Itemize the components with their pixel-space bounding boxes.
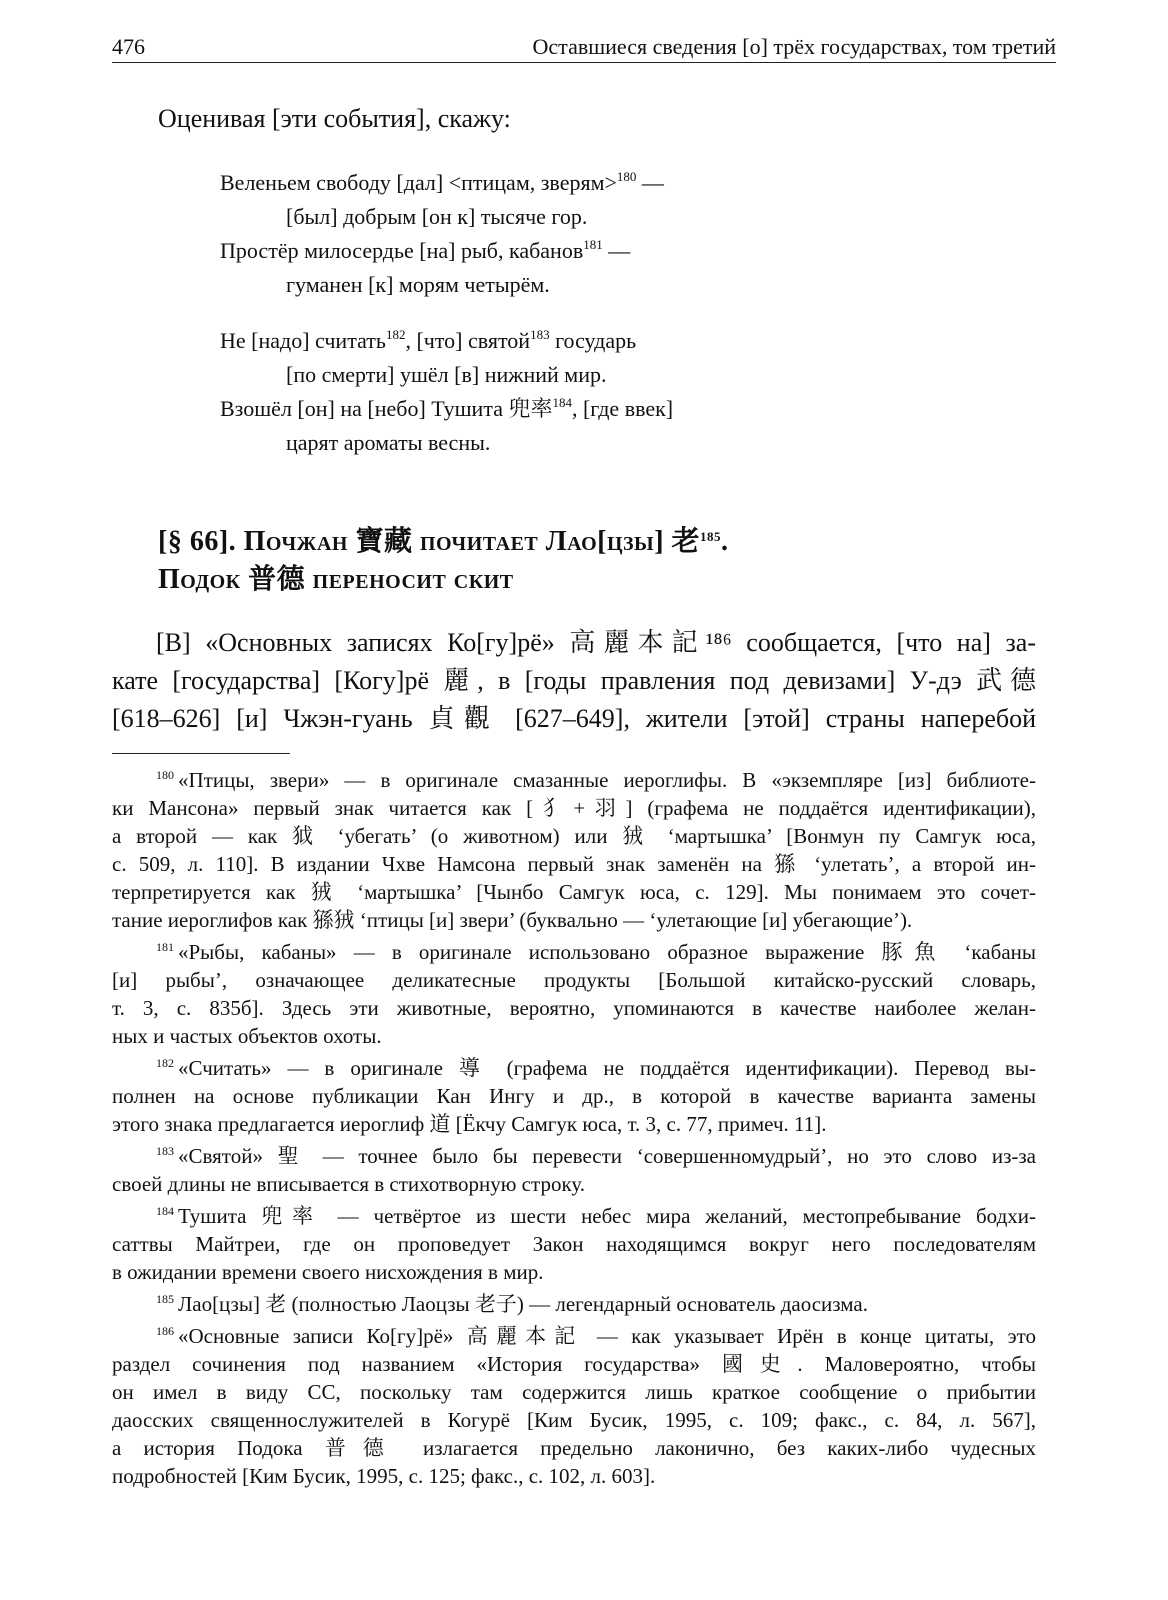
intro-line: Оценивая [эти события], скажу: — [158, 104, 511, 133]
poem-line-text: Не [надо] считать — [220, 328, 386, 353]
running-header — [112, 28, 1056, 63]
footnote-line: ки Мансона» первый знак читается как [犭+羽] (графема не поддаётся идентификации), — [112, 796, 1036, 820]
body-line: кате [государства] [Когу]рё 麗, в [годы правления под девизами] У-дэ 武德 — [112, 666, 1036, 695]
footnote-ref[interactable]: 180 — [616, 169, 637, 184]
poem-line-text: Простёр милосердье [на] рыб, кабанов — [220, 238, 584, 263]
body-line: [618–626] [и] Чжэн-гуань 貞觀 [627–649], жители [этой] страны наперебой — [112, 704, 1036, 733]
footnote-line: своей длины не вписывается в стихотворную строку. — [112, 1172, 585, 1196]
footnote-185 — [112, 1290, 1036, 1318]
poem-line-text: [по смерти] ушёл [в] нижний мир. — [286, 362, 607, 387]
body-paragraph — [112, 624, 1036, 738]
footnote-183 — [112, 1142, 1036, 1198]
section-heading-text: [§ 66]. Почжан 寶藏 почитает Лао[цзы] 老 — [158, 526, 701, 557]
footnote-line: терпретируется как 狨 ‘мартышка’ [Чынбо Самгук юса, с. 129]. Мы понимаем это сочет- — [112, 880, 1036, 904]
footnote-line — [112, 938, 1036, 966]
footnote-ref[interactable]: 185 — [700, 529, 722, 544]
poem-line-text: Взошёл [он] на [небо] Тушита 兜率 — [220, 396, 553, 421]
footnote-text: «Считать» — в оригинале 導 (графема не поддаётся идентификации). Перевод вы- — [178, 1056, 1036, 1080]
poem-line — [220, 200, 940, 234]
footnote-line: с. 509, л. 110]. В издании Чхве Намсона первый знак заменён на 猻 ‘улетать’, а второй ин- — [112, 852, 1036, 876]
footnote-line: даосских священнослужителей в Когурё [Ким Бусик, 1995, с. 109; факс., с. 84, л. 567], — [112, 1408, 1036, 1432]
footnote-line: т. 3, с. 835б]. Здесь эти животные, вероятно, упоминаются в качестве наиболее желан- — [112, 996, 1036, 1020]
footnote-line: полнен на основе публикации Кан Ингу и др., в которой в качестве варианта замены — [112, 1084, 1036, 1108]
footnote-text: «Святой» 聖 — точнее было бы перевести ‘совершенномудрый’, но это слово из-за — [178, 1144, 1036, 1168]
poem-line-tail: — — [636, 170, 664, 195]
section-heading-end: . — [721, 526, 729, 557]
footnote-separator — [112, 753, 290, 754]
footnote-text: «Основные записи Ко[гу]рё» 高麗本記 — как указывает Ирён в конце цитаты, это — [178, 1324, 1036, 1348]
running-title: Оставшиеся сведения [о] трёх государствах, том третий — [532, 34, 1056, 59]
footnote-180 — [112, 766, 1036, 934]
footnote-ref[interactable]: 182 — [385, 327, 406, 342]
footnote-number: 183 — [156, 1144, 174, 1158]
footnote-line: тание иероглифов как 猻狨 ‘птицы [и] звери’ (буквально — ‘улетающие [и] убегающие’). — [112, 908, 913, 932]
section-heading-line-1 — [158, 523, 1058, 561]
poem-line — [220, 166, 940, 200]
poem-line — [220, 324, 940, 358]
footnote-line: [и] рыбы’, означающее деликатесные продукты [Большой китайско-русский словарь, — [112, 968, 1036, 992]
poem-line — [220, 234, 940, 268]
poem-stanza-2 — [220, 324, 940, 460]
footnote-181 — [112, 938, 1036, 1050]
footnote-184 — [112, 1202, 1036, 1286]
footnote-number: 181 — [156, 940, 174, 954]
poem-line-mid: , [что] святой — [405, 328, 531, 353]
footnote-line — [112, 1202, 1036, 1230]
footnote-number: 185 — [156, 1292, 174, 1306]
poem-line-text: царят ароматы весны. — [286, 430, 491, 455]
footnote-line: а второй — как 狘 ‘убегать’ (о животном) или 狨 ‘мартышка’ [Вонмун пу Самгук юса, — [112, 824, 1036, 848]
footnote-line: в ожидании времени своего нисхождения в мир. — [112, 1260, 544, 1284]
footnotes — [112, 766, 1036, 1494]
footnote-ref[interactable]: 181 — [583, 237, 603, 252]
section-heading — [158, 523, 1058, 599]
footnote-line: он имел в виду СС, поскольку там содержится лишь краткое сообщение о прибытии — [112, 1380, 1036, 1404]
footnote-line: ных и частых объектов охоты. — [112, 1024, 382, 1048]
poem-line — [220, 392, 940, 426]
footnote-line: подробностей [Ким Бусик, 1995, с. 125; факс., с. 102, л. 603]. — [112, 1464, 656, 1488]
body-line: [В] «Основных записях Ко[гу]рё» 高麗本記¹⁸⁶ сообщается, [что на] за- — [156, 628, 1036, 657]
footnote-number: 180 — [156, 768, 174, 782]
poem-stanza-1 — [220, 166, 940, 302]
poem-line-text: Веленьем свободу [дал] <птицам, зверям> — [220, 170, 617, 195]
footnote-text: Лао[цзы] 老 (полностью Лаоцзы 老子) — легендарный основатель даосизма. — [178, 1292, 869, 1316]
footnote-number: 186 — [156, 1324, 174, 1338]
page-number: 476 — [112, 34, 145, 59]
footnote-line: раздел сочинения под названием «История государства» 國史. Маловероятно, чтобы — [112, 1352, 1036, 1376]
section-heading-line-2: Подок 普德 переносит скит — [158, 564, 514, 595]
footnote-text: «Рыбы, кабаны» — в оригинале использовано образное выражение 豚魚 ‘кабаны — [178, 940, 1036, 964]
poem — [220, 166, 940, 482]
footnote-line — [112, 1290, 1036, 1318]
footnote-182 — [112, 1054, 1036, 1138]
poem-line-text: гуманен [к] морям четырём. — [286, 272, 550, 297]
poem-line — [220, 268, 940, 302]
poem-line — [220, 426, 940, 460]
footnote-line: этого знака предлагается иероглиф 道 [Ёкчу Самгук юса, т. 3, с. 77, примеч. 11]. — [112, 1112, 827, 1136]
footnote-ref[interactable]: 184 — [552, 395, 572, 410]
footnote-line — [112, 1142, 1036, 1170]
footnote-line — [112, 1322, 1036, 1350]
footnote-line — [112, 1054, 1036, 1082]
footnote-number: 184 — [156, 1204, 174, 1218]
poem-line-tail: — — [602, 238, 631, 263]
footnote-text: Тушита 兜率 — четвёртое из шести небес мира желаний, местопребывание бодхи- — [178, 1204, 1036, 1228]
footnote-text: «Птицы, звери» — в оригинале смазанные иероглифы. В «экземпляре [из] библиоте- — [178, 768, 1036, 792]
poem-line-text: [был] добрым [он к] тысяче гор. — [286, 204, 588, 229]
poem-line-end: государь — [549, 328, 637, 353]
poem-line-end: , [где ввек] — [571, 396, 674, 421]
footnote-186 — [112, 1322, 1036, 1490]
footnote-line: саттвы Майтреи, где он проповедует Закон находящимся вокруг него последователям — [112, 1232, 1036, 1256]
footnote-ref[interactable]: 183 — [530, 327, 550, 342]
footnote-number: 182 — [156, 1056, 174, 1070]
footnote-line — [112, 766, 1036, 794]
footnote-line: а история Подока 普德 излагается предельно лаконично, без каких-либо чудесных — [112, 1436, 1036, 1460]
poem-line — [220, 358, 940, 392]
